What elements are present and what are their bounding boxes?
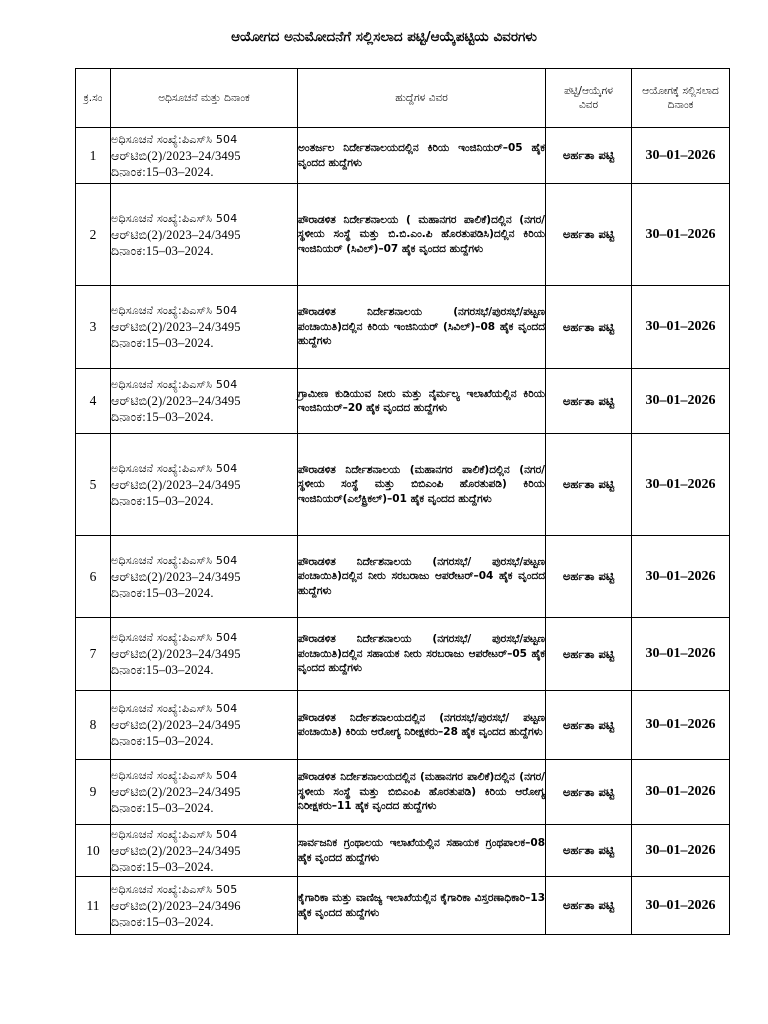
- row-submitted-date: 30–01–2026: [632, 877, 730, 935]
- row-serial: 10: [76, 825, 111, 877]
- row-list-type: ಅರ್ಹತಾ ಪಟ್ಟಿ: [546, 877, 632, 935]
- notification-number: ಅಧಿಸೂಚನೆ ಸಂಖ್ಯೆ:ಪಿಎಸ್‌ಸಿ 504: [111, 702, 238, 715]
- notification-date: ದಿನಾಂಕ:15–03–2024.: [111, 663, 214, 677]
- row-list-type: ಅರ್ಹತಾ ಪಟ್ಟಿ: [546, 760, 632, 825]
- row-description: ಪೌರಾಡಳಿತ ನಿರ್ದೇಶನಾಲಯ (ನಗರಸಭೆ/ಪುರಸಭೆ/ಪಟ್ಟಣ ಪಂಚಾಯಿತಿ)ದಲ್ಲಿನ ಕಿರಿಯ ಇಂಜಿನಿಯರ್ (ಸಿವಿಲ್)–08 ಹೈಕ ವೃಂದದ ಹುದ್ದೆಗಳು: [298, 286, 546, 369]
- notification-date: ದಿನಾಂಕ:15–03–2024.: [111, 493, 214, 508]
- table-row: [76, 369, 730, 434]
- notification-reference: ಆರ್‌ಟಿಬಿ(2)/2023–24/3495: [111, 148, 241, 163]
- row-serial: 5: [76, 434, 111, 536]
- row-description: ಪೌರಾಡಳಿತ ನಿರ್ದೇಶನಾಲಯ (ನಗರಸಭೆ/ ಪುರಸಭೆ/ಪಟ್ಟಣ ಪಂಚಾಯಿತಿ)ದಲ್ಲಿನ ನೀರು ಸರಬರಾಜು ಆಪರೇಟರ್–04 ಹೈಕ ವೃಂದದ ಹುದ್ದೆಗಳು: [298, 536, 546, 618]
- row-submitted-date: 30–01–2026: [632, 825, 730, 877]
- row-list-type: ಅರ್ಹತಾ ಪಟ್ಟಿ: [546, 369, 632, 434]
- table-row: [76, 434, 730, 536]
- row-notification: [111, 825, 298, 877]
- notification-reference: ಆರ್‌ಟಿಬಿ(2)/2023–24/3495: [111, 227, 241, 242]
- row-notification: [111, 691, 298, 760]
- row-notification: [111, 369, 298, 434]
- row-list-type: ಅರ್ಹತಾ ಪಟ್ಟಿ: [546, 434, 632, 536]
- row-description: ಪೌರಾಡಳಿತ ನಿರ್ದೇಶನಾಲಯದಲ್ಲಿನ (ನಗರಸಭೆ/ಪುರಸಭೆ/ ಪಟ್ಟಣ ಪಂಚಾಯಿತಿ) ಕಿರಿಯ ಆರೋಗ್ಯ ನಿರೀಕ್ಷಕರು–28 ಹೈಕ ವೃಂದದ ಹುದ್ದೆಗಳು: [298, 691, 546, 760]
- row-list-type: ಅರ್ಹತಾ ಪಟ್ಟಿ: [546, 184, 632, 286]
- row-list-type: ಅರ್ಹತಾ ಪಟ್ಟಿ: [546, 618, 632, 691]
- notification-reference: ಆರ್‌ಟಿಬಿ(2)/2023–24/3495: [111, 647, 241, 661]
- row-submitted-date: 30–01–2026: [632, 536, 730, 618]
- row-submitted-date: 30–01–2026: [632, 691, 730, 760]
- row-serial: 3: [76, 286, 111, 369]
- row-serial: 11: [76, 877, 111, 935]
- row-description: ಪೌರಾಡಳಿತ ನಿರ್ದೇಶನಾಲಯ (ನಗರಸಭೆ/ ಪುರಸಭೆ/ಪಟ್ಟಣ ಪಂಚಾಯಿತಿ)ದಲ್ಲಿನ ಸಹಾಯಕ ನೀರು ಸರಬರಾಜು ಆಪರೇಟರ್–05 ಹೈಕ ವೃಂದದ ಹುದ್ದೆಗಳು: [298, 618, 546, 691]
- notification-number: ಅಧಿಸೂಚನೆ ಸಂಖ್ಯೆ:ಪಿಎಸ್‌ಸಿ 504: [111, 378, 238, 391]
- notification-reference: ಆರ್‌ಟಿಬಿ(2)/2023–24/3495: [111, 569, 241, 584]
- notification-number: ಅಧಿಸೂಚನೆ ಸಂಖ್ಯೆ:ಪಿಎಸ್‌ಸಿ 504: [111, 461, 238, 475]
- notification-date: ದಿನಾಂಕ:15–03–2024.: [111, 585, 214, 600]
- row-notification: [111, 760, 298, 825]
- document-title: ಆಯೋಗದ ಅನುಮೋದನೆಗೆ ಸಲ್ಲಿಸಲಾದ ಪಟ್ಟಿ/ಆಯ್ಕೆಪಟ್ಟಿಯ ವಿವರಗಳು: [231, 29, 537, 45]
- row-serial: 8: [76, 691, 111, 760]
- notification-number: ಅಧಿಸೂಚನೆ ಸಂಖ್ಯೆ:ಪಿಎಸ್‌ಸಿ 504: [111, 304, 238, 317]
- notification-reference: ಆರ್‌ಟಿಬಿ(2)/2023–24/3495: [111, 477, 241, 492]
- table-header-row: [76, 69, 730, 128]
- table-row: [76, 618, 730, 691]
- notification-number: ಅಧಿಸೂಚನೆ ಸಂಖ್ಯೆ:ಪಿಎಸ್‌ಸಿ 504: [111, 827, 238, 841]
- row-serial: 9: [76, 760, 111, 825]
- row-list-type: ಅರ್ಹತಾ ಪಟ್ಟಿ: [546, 286, 632, 369]
- row-list-type: ಅರ್ಹತಾ ಪಟ್ಟಿ: [546, 536, 632, 618]
- notification-reference: ಆರ್‌ಟಿಬಿ(2)/2023–24/3495: [111, 718, 241, 732]
- header-notification: ಅಧಿಸೂಚನೆ ಮತ್ತು ದಿನಾಂಕ: [111, 69, 298, 128]
- row-submitted-date: 30–01–2026: [632, 286, 730, 369]
- notification-date: ದಿನಾಂಕ:15–03–2024.: [111, 336, 214, 350]
- header-description: ಹುದ್ದೆಗಳ ವಿವರ: [298, 69, 546, 128]
- row-submitted-date: 30–01–2026: [632, 184, 730, 286]
- notification-number: ಅಧಿಸೂಚನೆ ಸಂಖ್ಯೆ:ಪಿಎಸ್‌ಸಿ 504: [111, 211, 238, 225]
- row-description: ಪೌರಾಡಳಿತ ನಿರ್ದೇಶನಾಲಯ (ಮಹಾನಗರ ಪಾಲಿಕೆ)ದಲ್ಲಿನ (ನಗರ/ಸ್ಥಳೀಯ ಸಂಸ್ಥೆ ಮತ್ತು ಬಿಬಿಎಂಪಿ ಹೊರತುಪಡಿ) ಕಿರಿಯ ಇಂಜಿನಿಯರ್(ಎಲೆಕ್ಟ್ರಿಕಲ್)–01 ಹೈಕ ವೃಂದದ ಹುದ್ದೆಗಳು: [298, 434, 546, 536]
- row-serial: 2: [76, 184, 111, 286]
- notification-reference: ಆರ್‌ಟಿಬಿ(2)/2023–24/3495: [111, 320, 241, 334]
- row-serial: 4: [76, 369, 111, 434]
- row-list-type: ಅರ್ಹತಾ ಪಟ್ಟಿ: [546, 691, 632, 760]
- posts-table: [75, 68, 730, 935]
- row-submitted-date: 30–01–2026: [632, 618, 730, 691]
- row-notification: [111, 128, 298, 184]
- notification-date: ದಿನಾಂಕ:15–03–2024.: [111, 801, 214, 815]
- row-serial: 1: [76, 128, 111, 184]
- table-row: [76, 286, 730, 369]
- notification-date: ದಿನಾಂಕ:15–03–2024.: [111, 410, 214, 424]
- row-serial: 6: [76, 536, 111, 618]
- row-list-type: ಅರ್ಹತಾ ಪಟ್ಟಿ: [546, 128, 632, 184]
- table-row: [76, 877, 730, 935]
- notification-number: ಅಧಿಸೂಚನೆ ಸಂಖ್ಯೆ:ಪಿಎಸ್‌ಸಿ 504: [111, 132, 238, 146]
- row-notification: [111, 286, 298, 369]
- row-notification: [111, 618, 298, 691]
- notification-reference: ಆರ್‌ಟಿಬಿ(2)/2023–24/3496: [111, 898, 241, 913]
- table-row: [76, 536, 730, 618]
- table-row: [76, 691, 730, 760]
- row-list-type: ಅರ್ಹತಾ ಪಟ್ಟಿ: [546, 825, 632, 877]
- notification-date: ದಿನಾಂಕ:15–03–2024.: [111, 164, 214, 179]
- header-submitted-date: ಆಯೋಗಕ್ಕೆ ಸಲ್ಲಿಸಲಾದ ದಿನಾಂಕ: [632, 69, 730, 128]
- row-description: ಪೌರಾಡಳಿತ ನಿರ್ದೇಶನಾಲಯದಲ್ಲಿನ (ಮಹಾನಗರ ಪಾಲಿಕೆ)ದಲ್ಲಿನ (ನಗರ/ಸ್ಥಳೀಯ ಸಂಸ್ಥೆ ಮತ್ತು ಬಿಬಿಎಂಪಿ ಹೊರತುಪಡಿ) ಕಿರಿಯ ಆರೋಗ್ಯ ನಿರೀಕ್ಷಕರು–11 ಹೈಕ ವೃಂದದ ಹುದ್ದೆಗಳು: [298, 760, 546, 825]
- notification-number: ಅಧಿಸೂಚನೆ ಸಂಖ್ಯೆ:ಪಿಎಸ್‌ಸಿ 505: [111, 882, 238, 896]
- row-description: ಪೌರಾಡಳಿತ ನಿರ್ದೇಶನಾಲಯ ( ಮಹಾನಗರ ಪಾಲಿಕೆ)ದಲ್ಲಿನ (ನಗರ/ ಸ್ಥಳೀಯ ಸಂಸ್ಥೆ ಮತ್ತು ಬಿ.ಬಿ.ಎಂ.ಪಿ ಹೊರತುಪಡಿಸಿ)ದಲ್ಲಿನ ಕಿರಿಯ ಇಂಜಿನಿಯರ್ (ಸಿವಿಲ್)–07 ಹೈಕ ವೃಂದದ ಹುದ್ದೆಗಳು: [298, 184, 546, 286]
- notification-number: ಅಧಿಸೂಚನೆ ಸಂಖ್ಯೆ:ಪಿಎಸ್‌ಸಿ 504: [111, 769, 238, 782]
- table-row: [76, 825, 730, 877]
- row-serial: 7: [76, 618, 111, 691]
- notification-date: ದಿನಾಂಕ:15–03–2024.: [111, 914, 214, 929]
- row-description: ಸಾರ್ವಜನಿಕ ಗ್ರಂಥಾಲಯ ಇಲಾಖೆಯಲ್ಲಿನ ಸಹಾಯಕ ಗ್ರಂಥಪಾಲಕ–08 ಹೈಕ ವೃಂದದ ಹುದ್ದೆಗಳು: [298, 825, 546, 877]
- table-row: [76, 760, 730, 825]
- notification-reference: ಆರ್‌ಟಿಬಿ(2)/2023–24/3495: [111, 785, 241, 799]
- table-row: [76, 184, 730, 286]
- row-description: ಅಂತರ್ಜಲ ನಿರ್ದೇಶನಾಲಯದಲ್ಲಿನ ಕಿರಿಯ ಇಂಜಿನಿಯರ್–05 ಹೈಕ ವೃಂದದ ಹುದ್ದೆಗಳು: [298, 128, 546, 184]
- table-row: [76, 128, 730, 184]
- notification-number: ಅಧಿಸೂಚನೆ ಸಂಖ್ಯೆ:ಪಿಎಸ್‌ಸಿ 504: [111, 631, 238, 644]
- notification-number: ಅಧಿಸೂಚನೆ ಸಂಖ್ಯೆ:ಪಿಎಸ್‌ಸಿ 504: [111, 553, 238, 567]
- row-submitted-date: 30–01–2026: [632, 760, 730, 825]
- row-submitted-date: 30–01–2026: [632, 369, 730, 434]
- row-notification: [111, 434, 298, 536]
- row-submitted-date: 30–01–2026: [632, 434, 730, 536]
- row-submitted-date: 30–01–2026: [632, 128, 730, 184]
- notification-reference: ಆರ್‌ಟಿಬಿ(2)/2023–24/3495: [111, 394, 241, 408]
- header-list-type: ಪಟ್ಟಿ/ಆಯ್ಕೆಗಳ ವಿವರ: [546, 69, 632, 128]
- notification-date: ದಿನಾಂಕ:15–03–2024.: [111, 243, 214, 258]
- notification-reference: ಆರ್‌ಟಿಬಿ(2)/2023–24/3495: [111, 843, 241, 858]
- row-description: ಕೈಗಾರಿಕಾ ಮತ್ತು ವಾಣಿಜ್ಯ ಇಲಾಖೆಯಲ್ಲಿನ ಕೈಗಾರಿಕಾ ವಿಸ್ತರಣಾಧಿಕಾರಿ–13 ಹೈಕ ವೃಂದದ ಹುದ್ದೆಗಳು: [298, 877, 546, 935]
- notification-date: ದಿನಾಂಕ:15–03–2024.: [111, 859, 214, 874]
- header-serial: ಕ್ರ.ಸಂ: [76, 69, 111, 128]
- row-notification: [111, 536, 298, 618]
- notification-date: ದಿನಾಂಕ:15–03–2024.: [111, 734, 214, 748]
- row-description: ಗ್ರಾಮೀಣ ಕುಡಿಯುವ ನೀರು ಮತ್ತು ನೈರ್ಮಲ್ಯ ಇಲಾಖೆಯಲ್ಲಿನ ಕಿರಿಯ ಇಂಜಿನಿಯರ್–20 ಹೈಕ ವೃಂದದ ಹುದ್ದೆಗಳು: [298, 369, 546, 434]
- row-notification: [111, 184, 298, 286]
- row-notification: [111, 877, 298, 935]
